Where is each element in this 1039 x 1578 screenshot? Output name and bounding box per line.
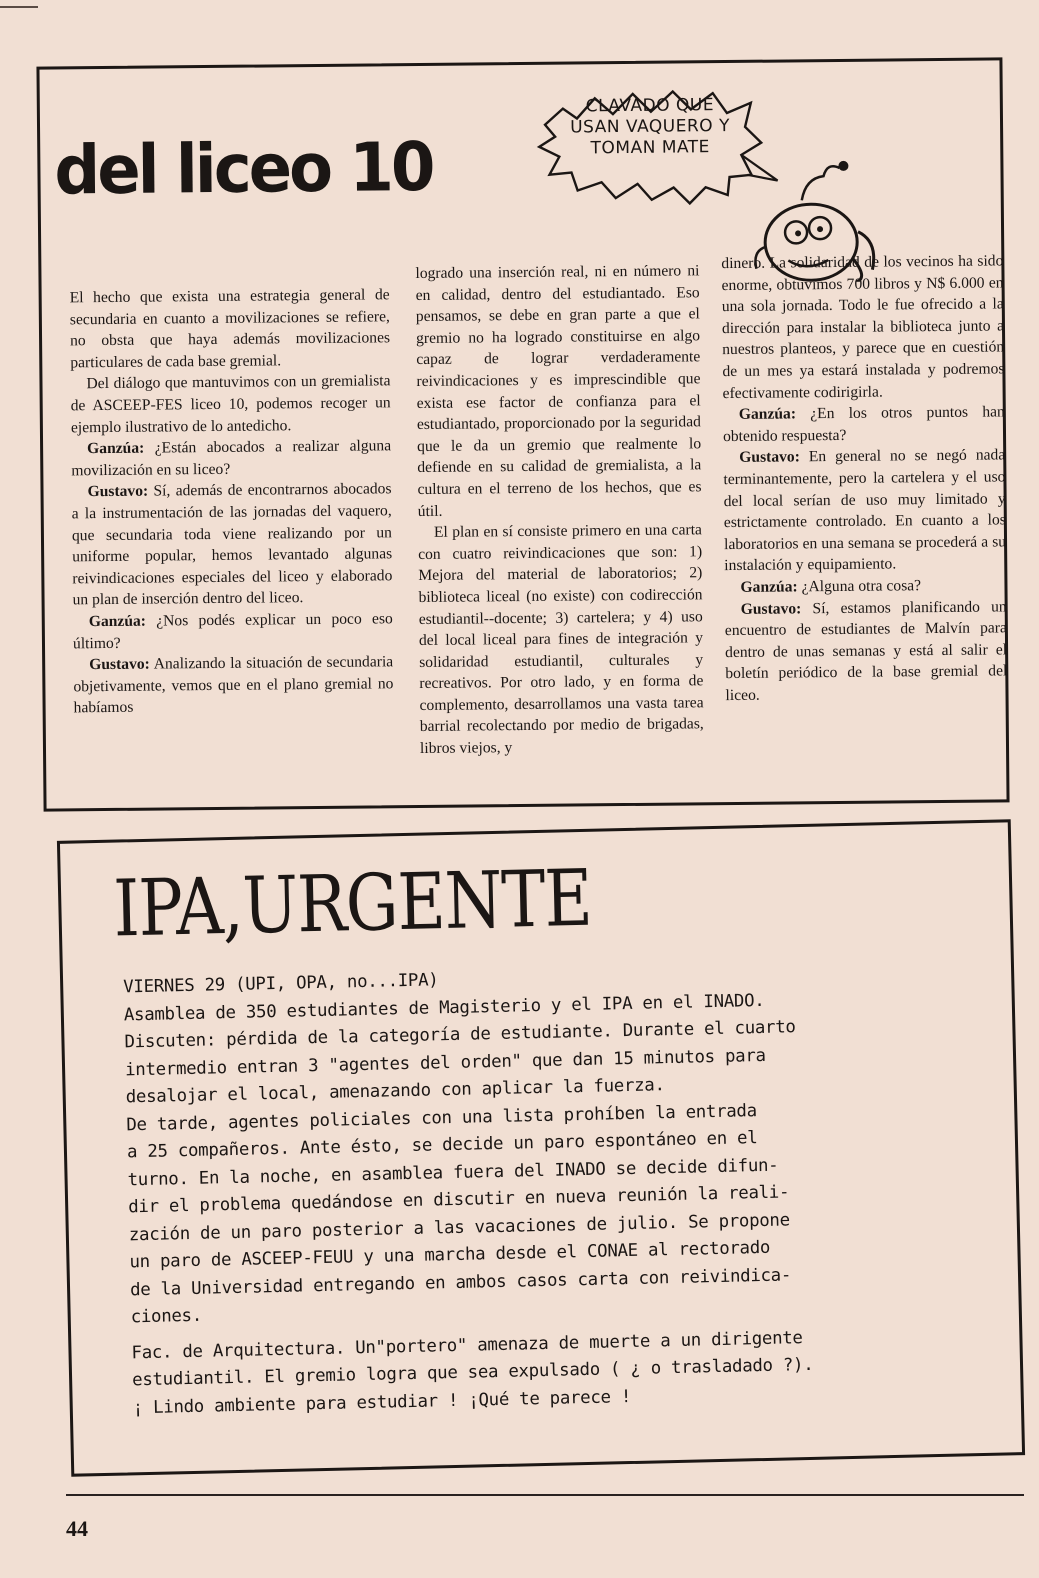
ipa-text-line: VIERNES 29 (UPI, OPA, no...IPA)	[123, 970, 439, 998]
speaker-label: Gustavo:	[89, 655, 150, 674]
speaker-label: Ganzúa:	[740, 578, 798, 596]
ipa-text-line: intermedio entran 3 "agentes del orden" que dan 15 minutos para	[124, 1045, 766, 1080]
paragraph	[71, 479, 392, 612]
paragraph	[73, 608, 393, 654]
paragraph-text: Sí, además de encontrarnos abocados a la instrumentación de las jornadas del vaquero, que secundaria toda viene realizando por un uniforme popular, hemos levantado algunas reivindicaciones especiales del liceo y elaborado un plan de inserción dentro del liceo.	[71, 480, 393, 609]
ipa-notice-title: IPA,URGENTE	[112, 852, 593, 955]
paragraph	[71, 435, 391, 481]
ipa-text-line: un paro de ASCEEP-FEUU y una marcha desde el CONAE al rectorado	[129, 1237, 771, 1273]
paragraph-text: Analizando la situación de secundaria objetivamente, vemos que en el plano gremial no habíamos	[73, 653, 394, 717]
speaker-label: Ganzúa:	[738, 405, 797, 424]
page-number: 44	[66, 1516, 88, 1541]
paragraph-text: Sí, estamos planificando un encuentro de estudiantes de Malvín para dentro de unas semanas y está al salir el boletín periódico de la base gremial del liceo.	[724, 597, 1008, 704]
speaker-label: Gustavo:	[87, 482, 149, 501]
paragraph-text: En general no se negó nada terminantemente, pero la cartelera y el uso del local serían de uso muy limitado y estrictamente controlado. En cuanto a los laboratorios en una semana se procederá a su instalación y equipamiento.	[723, 446, 1007, 575]
paragraph-text: Del diálogo que mantuvimos con un gremialista de ASCEEP-FES liceo 10, podemos recoger un ejemplo ilustrativo de lo antedicho.	[70, 372, 391, 436]
ipa-text-line: Discuten: pérdida de la categoría de estudiante. Durante el cuarto	[124, 1017, 796, 1053]
ipa-text-line: dir el problema quedándose en discutir en nueva reunión la reali-	[128, 1182, 790, 1218]
speaker-label: Gustavo:	[740, 599, 802, 618]
ipa-text-line: De tarde, agentes policiales con una lista prohíben la entrada	[126, 1100, 757, 1135]
speaker-label: Ganzúa:	[88, 612, 147, 631]
paragraph	[725, 596, 1008, 707]
paragraph-text: ¿Alguna otra cosa?	[801, 577, 922, 596]
cartoon-caption: CLAVADO QUE USAN VAQUERO Y TOMAN MATE	[570, 95, 731, 159]
liceo-article-box	[36, 57, 1009, 811]
ipa-text-line: a 25 compañeros. Ante ésto, se decide un paro espontáneo en el	[126, 1128, 758, 1163]
ipa-text-line: zación de un paro posterior a las vacaciones de julio. Se propone	[128, 1209, 790, 1245]
ipa-text-line: desalojar el local, amenazando con aplicar la fuerza.	[125, 1075, 665, 1108]
ipa-text-line: ¡ Lindo ambiente para estudiar ! ¡Qué te parece !	[132, 1386, 632, 1418]
paragraph-text: logrado una inserción real, ni en número ni en calidad, dentro del estudiantado. Eso pensamos, se debe en gran parte a que el gremio no ha logrado constituirse en algo capaz de lograr verdaderamente reivindicaciones y es imprescindible que exista ese factor de confianza para el estudiantado, proporcionado por la seguridad que le da un gremio que realmente lo defiende en su calidad de gremialista, a la cultura en el terreno de los hechos, que es útil.	[415, 262, 702, 520]
paragraph	[723, 402, 1005, 448]
paragraph	[723, 445, 1006, 577]
ipa-notice-box	[57, 819, 1025, 1476]
paragraph-text: ¿Están abocados a realizar alguna movilización en su liceo?	[71, 437, 392, 480]
ipa-text-line: turno. En la noche, en asamblea fuera del INADO se decide difun-	[127, 1155, 779, 1190]
paragraph-text: El hecho que exista una estrategia general de secundaria en cuanto a movilizaciones se refiere, no obsta que haya además movilizaciones particulares de cada base gremial.	[69, 286, 391, 372]
ipa-text-line: ciones.	[130, 1305, 203, 1328]
liceo-article-title: del liceo 10	[54, 129, 433, 211]
ipa-notice-text	[123, 954, 1013, 1422]
paragraph	[721, 250, 1004, 404]
bottom-rule	[66, 1494, 1024, 1496]
liceo-column-1	[70, 284, 394, 719]
paragraph	[73, 651, 394, 719]
paragraph-text: dinero. La solidaridad de los vecinos ha sido enorme, obtuvimos 700 libros y N$ 6.000 en una sola jornada. Todo le fue ofrecido a la dirección para instalar la biblioteca junto a nuestros planteos, y parece que en cuestión de un mes ya estará instalada y podremos efectivamente codirigirla.	[721, 252, 1005, 402]
paragraph	[418, 519, 704, 759]
ipa-text-line: Fac. de Arquitectura. Un"portero" amenaza de muerte a un dirigente	[131, 1327, 803, 1363]
ipa-text-line: estudiantil. El gremio logra que sea expulsado ( ¿ o trasladado ?).	[131, 1354, 814, 1391]
ipa-text-line: Asamblea de 350 estudiantes de Magisterio y el IPA en el INADO.	[123, 990, 765, 1025]
paragraph	[415, 260, 701, 522]
liceo-column-2	[415, 260, 704, 759]
speaker-label: Ganzúa:	[87, 439, 145, 458]
paragraph	[70, 371, 391, 439]
paragraph	[724, 574, 1006, 598]
paragraph-text: El plan en sí consiste primero en una carta con cuatro reivindicaciones que son: 1) Mejora del material de laboratorios; 2) biblioteca liceal (no existe) con codirección estudiantil--docente; 3) cartelera; y 4) uso del local liceal para fines de integración y solidaridad estudiantil, culturales y recreativos. Por otro lado, y en forma de complemento, desarrollamos una vasta tarea barrial recolectando por medio de brigadas, libros viejos, y	[418, 521, 704, 758]
ipa-text-line: de la Universidad entregando en ambos casos carta con reivindica-	[129, 1264, 792, 1300]
paragraph-text: ¿Nos podés explicar un poco eso último?	[72, 610, 393, 652]
paragraph	[70, 284, 391, 373]
speaker-label: Gustavo:	[739, 448, 800, 467]
liceo-column-3	[721, 250, 1007, 706]
paragraph-text: ¿En los otros puntos han obtenido respuesta?	[722, 403, 1005, 445]
top-rule	[0, 6, 38, 8]
